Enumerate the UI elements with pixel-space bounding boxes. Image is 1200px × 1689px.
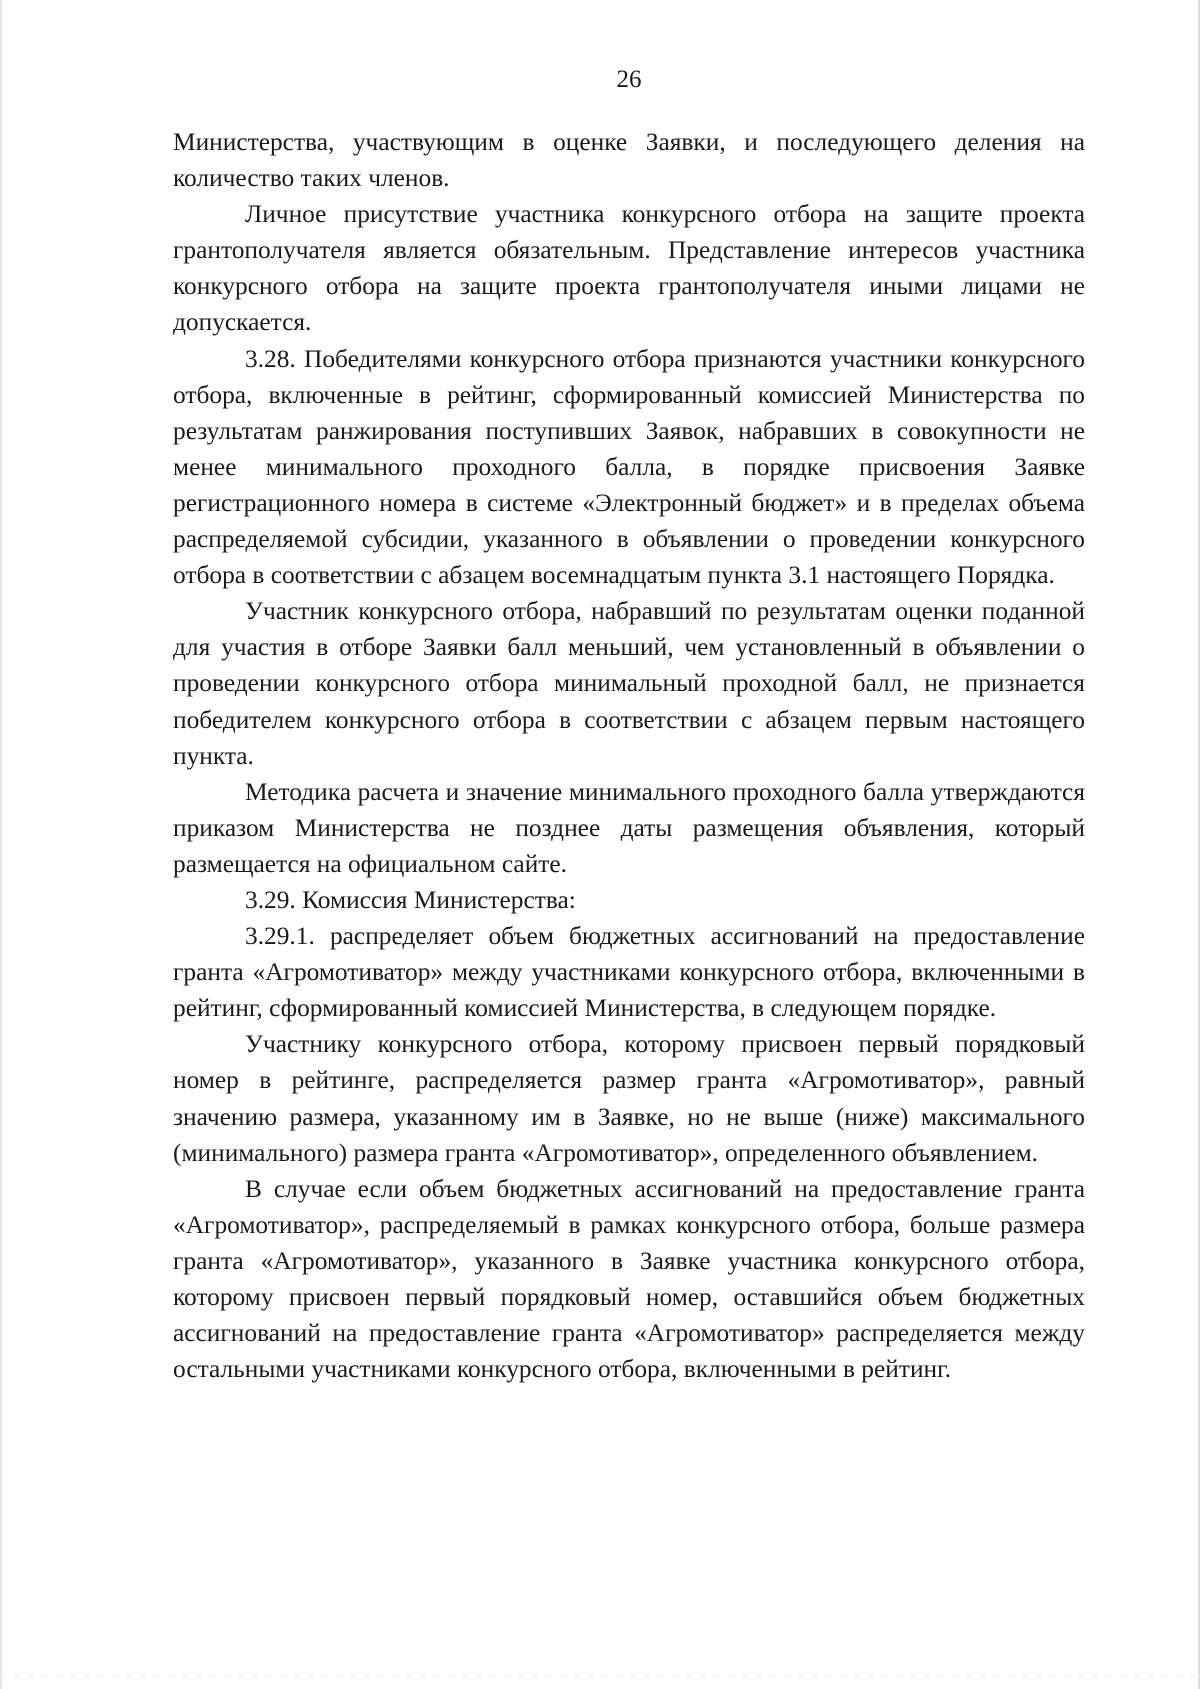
paragraph-personal-presence: Личное присутствие участника конкурсного отбора на защите проекта грантополучателя является обязательным. Представление интересов участника конкурсного отбора на защите проекта грантополучателя иными лицами не допускается.: [173, 200, 1085, 337]
paragraph-3-29: 3.29. Комиссия Министерства:: [245, 885, 576, 914]
document-body: [173, 124, 1085, 1387]
paragraph-3-29-1: 3.29.1. распределяет объем бюджетных ассигнований на предоставление гранта «Агромотиватор» между участниками конкурсного отбора, включенными в рейтинг, сформированный комиссией Министерства, в следующем порядке.: [173, 922, 1085, 1023]
page-number: 26: [616, 66, 642, 93]
paragraph-first-participant: Участнику конкурсного отбора, которому присвоен первый порядковый номер в рейтинге, распределяется размер гранта «Агромотиватор», равный значению размера, указанному им в Заявке, но не выше (ниже) максимального (минимального) размера гранта «Агромотиватор», определенного объявлением.: [173, 1030, 1085, 1167]
scan-left-edge: [0, 0, 2, 1689]
paragraph-3-28: 3.28. Победителями конкурсного отбора признаются участники конкурсного отбора, включенные в рейтинг, сформированный комиссией Министерства по результатам ранжирования поступивших Заявок, набравших в совокупности не менее минимального проходного балла, в порядке присвоения Заявке регистрационного номера в системе «Электронный бюджет» и в пределах объема распределяемой субсидии, указанного в объявлении о проведении конкурсного отбора в соответствии с абзацем восемнадцатым пункта 3.1 настоящего Порядка.: [173, 344, 1085, 590]
paragraph-continuation: Министерства, участвующим в оценке Заявки, и последующего деления на количество таких членов.: [173, 128, 1085, 193]
paragraph-remaining-budget: В случае если объем бюджетных ассигнований на предоставление гранта «Агромотиватор», распределяемый в рамках конкурсного отбора, больше размера гранта «Агромотиватор», указанного в Заявке участника конкурсного отбора, которому присвоен первый порядковый номер, оставшийся объем бюджетных ассигнований на предоставление гранта «Агромотиватор» распределяется между остальными участниками конкурсного отбора, включенными в рейтинг.: [173, 1174, 1085, 1384]
paragraph-below-threshold: Участник конкурсного отбора, набравший по результатам оценки поданной для участия в отборе Заявки балл меньший, чем установленный в объявлении о проведении конкурсного отбора минимальный проходной балл, не признается победителем конкурсного отбора в соответствии с абзацем первым настоящего пункта.: [173, 597, 1085, 770]
paragraph-methodology: Методика расчета и значение минимального проходного балла утверждаются приказом Министерства не позднее даты размещения объявления, который размещается на официальном сайте.: [173, 777, 1085, 878]
scan-bottom-artifact: [0, 1676, 1200, 1677]
